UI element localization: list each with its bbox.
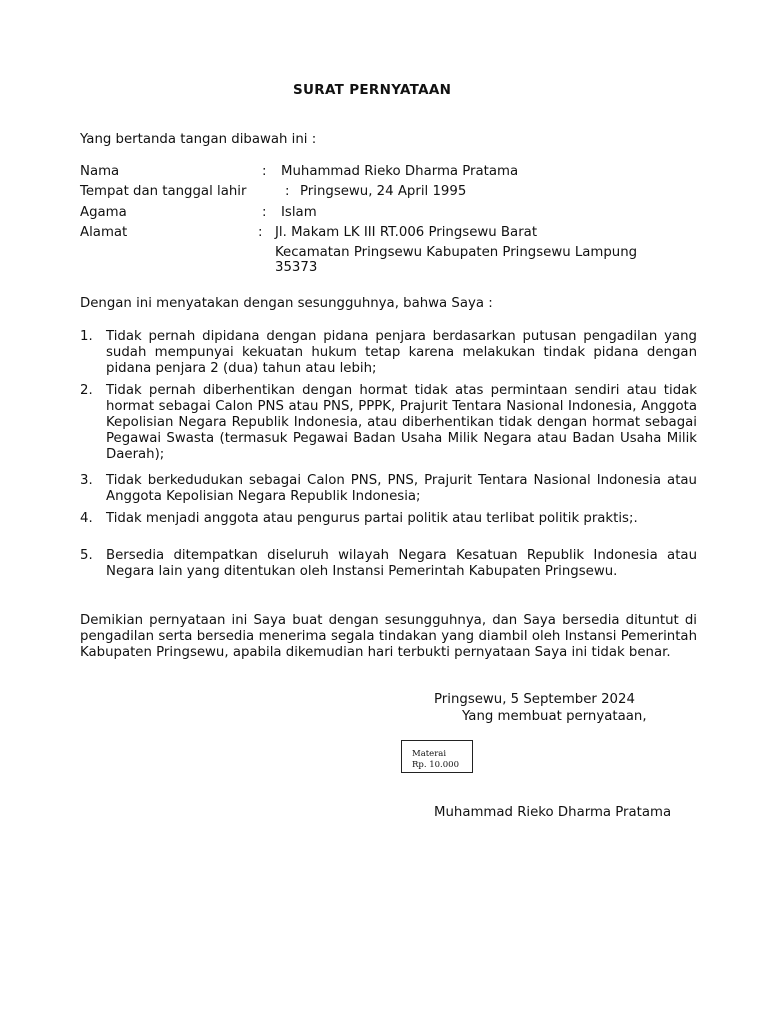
- signature-name: Muhammad Rieko Dharma Pratama: [434, 805, 672, 820]
- list-item-number: 5.: [80, 548, 93, 563]
- list-item-number: 3.: [80, 473, 93, 488]
- field-value-ttl: Pringsewu, 24 April 1995: [300, 184, 467, 199]
- list-item-number: 1.: [80, 329, 93, 344]
- closing-paragraph: Demikian pernyataan ini Saya buat dengan sesungguhnya, dan Saya bersedia dituntut di pengadilan serta bersedia menerima segala tindakan yang diambil oleh Instansi Pemerintah Kabupaten Pringsewu, apabila dikemudian hari terbukti pernyataan Saya ini tidak benar.: [80, 613, 697, 660]
- statement-intro: Dengan ini menyatakan dengan sesungguhnya, bahwa Saya :: [80, 296, 493, 311]
- list-item: Tidak berkedudukan sebagai Calon PNS, PNS, Prajurit Tentara Nasional Indonesia atau Anggota Kepolisian Negara Republik Indonesia;: [106, 473, 697, 504]
- field-value-alamat-line3: 35373: [275, 260, 318, 275]
- field-value-agama: Islam: [281, 205, 317, 220]
- field-colon-nama: :: [262, 164, 267, 179]
- field-label-ttl: Tempat dan tanggal lahir: [80, 184, 247, 199]
- stamp-value: Rp. 10.000: [412, 760, 459, 770]
- intro-text: Yang bertanda tangan dibawah ini :: [80, 132, 317, 147]
- signature-place-date: Pringsewu, 5 September 2024: [434, 692, 635, 707]
- field-value-nama: Muhammad Rieko Dharma Pratama: [281, 164, 519, 179]
- field-colon-alamat: :: [258, 225, 263, 240]
- field-label-agama: Agama: [80, 205, 127, 220]
- field-colon-agama: :: [262, 205, 267, 220]
- document-title: SURAT PERNYATAAN: [293, 82, 452, 98]
- materai-stamp-box: [401, 740, 473, 773]
- field-label-nama: Nama: [80, 164, 120, 179]
- list-item-number: 2.: [80, 383, 93, 398]
- stamp-label: Materai: [412, 749, 447, 759]
- field-value-alamat-line2: Kecamatan Pringsewu Kabupaten Pringsewu Lampung: [275, 245, 638, 260]
- list-item: Tidak pernah diberhentikan dengan hormat tidak atas permintaan sendiri atau tidak hormat sebagai Calon PNS atau PNS, PPPK, Prajurit Tentara Nasional Indonesia, Anggota Kepolisian Negara Republik Indonesia, atau diberhentikan tidak dengan hormat sebagai Pegawai Swasta (termasuk Pegawai Badan Usaha Milik Negara atau Badan Usaha Milik Daerah);: [106, 383, 697, 462]
- list-item-number: 4.: [80, 511, 93, 526]
- list-item: Bersedia ditempatkan diseluruh wilayah Negara Kesatuan Republik Indonesia atau Negara lain yang ditentukan oleh Instansi Pemerintah Kabupaten Pringsewu.: [106, 548, 697, 579]
- field-value-alamat: Jl. Makam LK III RT.006 Pringsewu Barat: [275, 225, 538, 240]
- field-colon-ttl: :: [285, 184, 290, 199]
- list-item: Tidak menjadi anggota atau pengurus partai politik atau terlibat politik praktis;.: [106, 511, 638, 526]
- list-item: Tidak pernah dipidana dengan pidana penjara berdasarkan putusan pengadilan yang sudah mempunyai kekuatan hukum tetap karena melakukan tindak pidana dengan pidana penjara 2 (dua) tahun atau lebih;: [106, 329, 697, 376]
- signature-role: Yang membuat pernyataan,: [462, 709, 647, 724]
- field-label-alamat: Alamat: [80, 225, 128, 240]
